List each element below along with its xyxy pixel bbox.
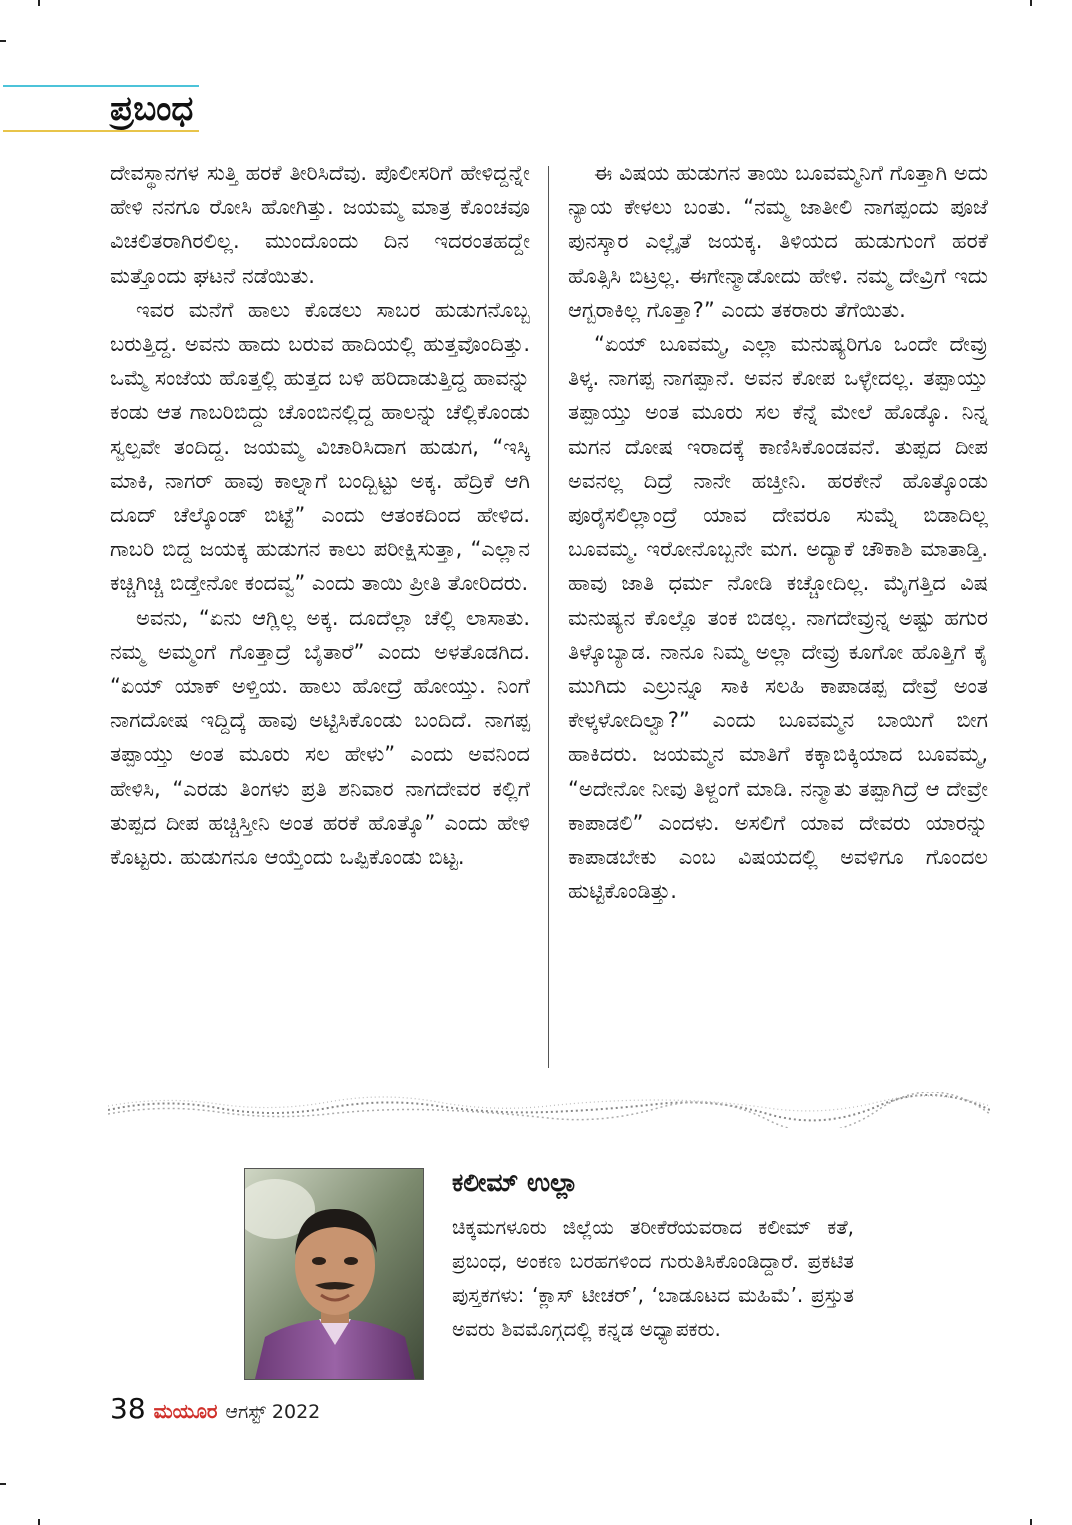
section-rule-top [3, 85, 199, 87]
article-column-left [110, 156, 530, 874]
column-divider [548, 166, 549, 1068]
crop-mark [0, 1483, 6, 1485]
crop-mark [0, 40, 6, 42]
article-paragraph: ಇವರ ಮನೆಗೆ ಹಾಲು ಕೊಡಲು ಸಾಬರ ಹುಡುಗನೊಬ್ಬ ಬರುತ್ತಿದ್ದ. ಅವನು ಹಾದು ಬರುವ ಹಾದಿಯಲ್ಲಿ ಹುತ್ತವೊಂದಿತ್ತು. ಒಮ್ಮೆ ಸಂಜೆಯ ಹೊತ್ತಲ್ಲಿ ಹುತ್ತದ ಬಳಿ ಹರಿದಾಡುತ್ತಿದ್ದ ಹಾವನ್ನು ಕಂಡು ಆತ ಗಾಬರಿಬಿದ್ದು ಚೊಂಬಿನಲ್ಲಿದ್ದ ಹಾಲನ್ನು ಚೆಲ್ಲಿಕೊಂಡು ಸ್ವಲ್ಪವೇ ತಂದಿದ್ದ. ಜಯಮ್ಮ ವಿಚಾರಿಸಿದಾಗ ಹುಡುಗ, “ಇಸ್ಕಿ ಮಾಕಿ, ನಾಗರ್ ಹಾವು ಕಾಲ್ನಾಗೆ ಬಂದ್ಬಿಟ್ಟು ಅಕ್ಕ. ಹೆದ್ರಿಕೆ ಆಗಿ ದೂದ್ ಚೆಲ್ಕೊಂಡ್ ಬಿಟ್ಟೆ” ಎಂದು ಆತಂಕದಿಂದ ಹೇಳಿದ. ಗಾಬರಿ ಬಿದ್ದ ಜಯಕ್ಕ ಹುಡುಗನ ಕಾಲು ಪರೀಕ್ಷಿಸುತ್ತಾ, “ಎಲ್ಲಾನ ಕಚ್ಚಿಗಿಚ್ಚಿ ಬಿಡ್ತೇನೋ ಕಂದವ್ವ” ಎಂದು ತಾಯಿ ಪ್ರೀತಿ ತೋರಿದರು. [110, 297, 530, 596]
crop-mark [1030, 1519, 1032, 1525]
crop-mark [38, 1519, 40, 1525]
page-number: 38 [110, 1392, 146, 1425]
crop-mark [1030, 0, 1032, 6]
article-paragraph: “ಏಯ್ ಬೂವಮ್ಮ, ಎಲ್ಲಾ ಮನುಷ್ಯರಿಗೂ ಒಂದೇ ದೇವ್ರು ತಿಳ್ಕ. ನಾಗಪ್ಪ ನಾಗಪ್ಪಾನೆ. ಅವನ ಕೋಪ ಒಳ್ಳೇದಲ್ಲ. ತಪ್ಪಾಯ್ತು ತಪ್ಪಾಯ್ತು ಅಂತ ಮೂರು ಸಲ ಕೆನ್ನೆ ಮೇಲೆ ಹೊಡ್ಕೊ. ನಿನ್ನ ಮಗನ ದೋಷ ಇರಾದಕ್ಕೆ ಕಾಣಿಸಿಕೊಂಡವನೆ. ತುಪ್ಪದ ದೀಪ ಅವನಲ್ಲ ದಿದ್ರೆ ನಾನೇ ಹಚ್ತೀನಿ. ಹರಕೇನೆ ಹೊತ್ಕೊಂಡು ಪೂರೈಸಲಿಲ್ಲಾಂದ್ರೆ ಯಾವ ದೇವರೂ ಸುಮ್ನೆ ಬಿಡಾದಿಲ್ಲ ಬೂವಮ್ಮ. ಇರೋನೊಬ್ಬನೇ ಮಗ. ಅದ್ಯಾಕೆ ಚೌಕಾಶಿ ಮಾತಾಡ್ತಿ. ಹಾವು ಜಾತಿ ಧರ್ಮ ನೋಡಿ ಕಚ್ಚೋದಿಲ್ಲ. ಮೈಗತ್ತಿದ ವಿಷ ಮನುಷ್ಯನ ಕೊಲ್ಲೊ ತಂಕ ಬಿಡಲ್ಲ. ನಾಗದೇವ್ರುನ್ನ ಅಷ್ಟು ಹಗುರ ತಿಳ್ಕೊಬ್ಯಾಡ. ನಾನೂ ನಿಮ್ಮ ಅಲ್ಲಾ ದೇವ್ರು ಕೂಗೋ ಹೊತ್ತಿಗೆ ಕೈ ಮುಗಿದು ಎಲ್ರುನ್ನೂ ಸಾಕಿ ಸಲಹಿ ಕಾಪಾಡಪ್ಪ ದೇವ್ರೆ ಅಂತ ಕೇಳ್ಕಳೋದಿಲ್ವಾ?” ಎಂದು ಬೂವಮ್ಮನ ಬಾಯಿಗೆ ಬೀಗ ಹಾಕಿದರು. ಜಯಮ್ಮನ ಮಾತಿಗೆ ಕಕ್ಕಾಬಿಕ್ಕಿಯಾದ ಬೂವಮ್ಮ, “ಅದೇನೋ ನೀವು ತಿಳ್ದಂಗೆ ಮಾಡಿ. ನನ್ಮಾತು ತಪ್ಪಾಗಿದ್ರೆ ಆ ದೇವ್ರೇ ಕಾಪಾಡಲಿ” ಎಂದಳು. ಅಸಲಿಗೆ ಯಾವ ದೇವರು ಯಾರನ್ನು ಕಾಪಾಡಬೇಕು ಎಂಬ ವಿಷಯದಲ್ಲಿ ಅವಳಿಗೂ ಗೊಂದಲ ಹುಟ್ಟಿಕೊಂಡಿತ್ತು. [568, 332, 988, 904]
issue-date: ಆಗಸ್ಟ್ 2022 [225, 1401, 321, 1423]
page-footer [110, 1392, 320, 1432]
author-photo [244, 1168, 424, 1380]
magazine-name: ಮಯೂರ [153, 1399, 218, 1423]
article-paragraph: ಈ ವಿಷಯ ಹುಡುಗನ ತಾಯಿ ಬೂವಮ್ಮನಿಗೆ ಗೊತ್ತಾಗಿ ಅದು ನ್ಯಾಯ ಕೇಳಲು ಬಂತು. “ನಮ್ಮ ಜಾತೀಲಿ ನಾಗಪ್ಪಂದು ಪೂಜೆ ಪುನಸ್ಕಾರ ಎಲ್ಲೈತೆ ಜಯಕ್ಕ. ತಿಳಿಯದ ಹುಡುಗುಂಗೆ ಹರಕೆ ಹೊತ್ಸಿಸಿ ಬಿಟ್ರಲ್ಲ. ಈಗೇನ್ಮಾಡೋದು ಹೇಳಿ. ನಮ್ಮ ದೇವ್ರಿಗೆ ಇದು ಆಗ್ಬರಾಕಿಲ್ಲ ಗೊತ್ತಾ?” ಎಂದು ತಕರಾರು ತೆಗೆಯಿತು. [568, 161, 988, 322]
crop-mark [38, 0, 40, 6]
author-portrait-icon [245, 1169, 423, 1379]
wave-divider [108, 1092, 990, 1128]
article-paragraph: ದೇವಸ್ಥಾನಗಳ ಸುತ್ತಿ ಹರಕೆ ತೀರಿಸಿದೆವು. ಪೊಲೀಸರಿಗೆ ಹೇಳಿದ್ದನ್ನೇ ಹೇಳಿ ನನಗೂ ರೋಸಿ ಹೋಗಿತ್ತು. ಜಯಮ್ಮ ಮಾತ್ರ ಕೊಂಚವೂ ವಿಚಲಿತರಾಗಿರಲಿಲ್ಲ. ಮುಂದೊಂದು ದಿನ ಇದರಂತಹದ್ದೇ ಮತ್ತೊಂದು ಘಟನೆ ನಡೆಯಿತು. [110, 161, 530, 288]
section-rule-bottom [3, 130, 199, 132]
section-title: ಪ್ರಬಂಧ [110, 89, 194, 129]
article-paragraph: ಅವನು, “ಏನು ಆಗ್ಲಿಲ್ಲ ಅಕ್ಕ. ದೂದೆಲ್ಲಾ ಚೆಲ್ಲಿ ಲಾಸಾತು. ನಮ್ಮ ಅಮ್ಮಂಗೆ ಗೊತ್ತಾದ್ರೆ ಬೈತಾರೆ” ಎಂದು ಅಳತೊಡಗಿದ. “ಏಯ್ ಯಾಕ್ ಅಳ್ತಿಯ. ಹಾಲು ಹೋದ್ರೆ ಹೋಯ್ತು. ನಿಂಗೆ ನಾಗದೋಷ ಇದ್ದಿದ್ಕೆ ಹಾವು ಅಟ್ಟಿಸಿಕೊಂಡು ಬಂದಿದೆ. ನಾಗಪ್ಪ ತಪ್ಪಾಯ್ತು ಅಂತ ಮೂರು ಸಲ ಹೇಳು” ಎಂದು ಅವನಿಂದ ಹೇಳಿಸಿ, “ಎರಡು ತಿಂಗಳು ಪ್ರತಿ ಶನಿವಾರ ನಾಗದೇವರ ಕಲ್ಲಿಗೆ ತುಪ್ಪದ ದೀಪ ಹಚ್ಚಿಸ್ತೀನಿ ಅಂತ ಹರಕೆ ಹೊತ್ಕೊ” ಎಂದು ಹೇಳಿ ಕೊಟ್ಟರು. ಹುಡುಗನೂ ಆಯ್ತೆಂದು ಒಪ್ಪಿಕೊಂಡು ಬಿಟ್ಟ. [110, 605, 530, 870]
article-column-right [568, 156, 988, 908]
author-bio: ಚಿಕ್ಕಮಗಳೂರು ಜಿಲ್ಲೆಯ ತರೀಕೆರೆಯವರಾದ ಕಲೀಮ್ ಕತೆ, ಪ್ರಬಂಧ, ಅಂಕಣ ಬರಹಗಳಿಂದ ಗುರುತಿಸಿಕೊಂಡಿದ್ದಾರೆ. ಪ್ರಕಟಿತ ಪುಸ್ತಕಗಳು: ‘ಕ್ಲಾಸ್ ಟೀಚರ್’, ‘ಬಾಡೂಟದ ಮಹಿಮೆ’. ಪ್ರಸ್ತುತ ಅವರು ಶಿವಮೊಗ್ಗದಲ್ಲಿ ಕನ್ನಡ ಅಧ್ಯಾಪಕರು. [452, 1215, 854, 1341]
author-name: ಕಲೀಮ್ ಉಲ್ಲಾ [452, 1168, 579, 1197]
